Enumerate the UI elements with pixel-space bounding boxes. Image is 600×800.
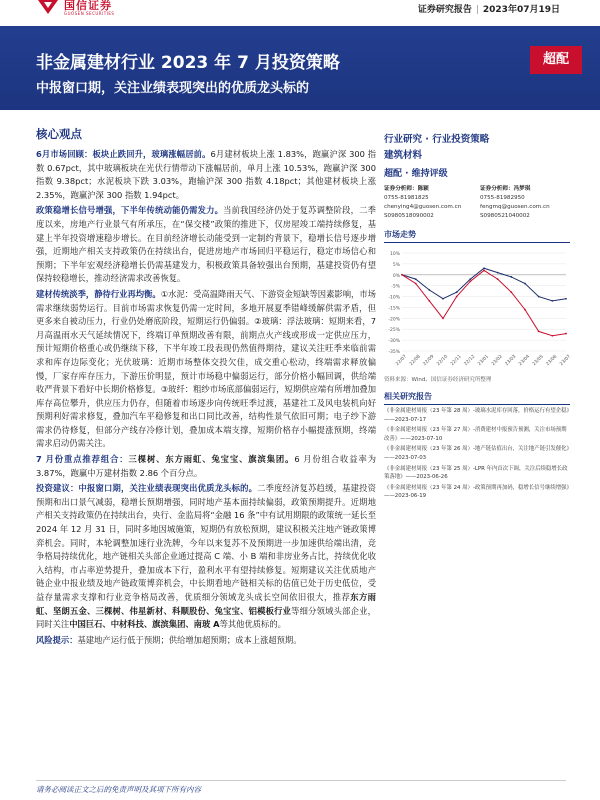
- analyst-email[interactable]: fengmq@guosen.com.cn: [480, 204, 550, 210]
- paragraph-policy: [36, 204, 376, 286]
- analyst-email[interactable]: chenying4@guosen.com.cn: [384, 204, 462, 210]
- side-column: [384, 132, 570, 501]
- y-tick-label: 5%: [392, 262, 400, 268]
- series-point: [483, 270, 485, 272]
- paragraph-body-tail: 等细分领域头部企业，同时关注: [36, 605, 376, 630]
- series-point: [469, 278, 471, 280]
- series-point: [415, 278, 417, 280]
- paragraph-body-tail2: 等其他优质标的。: [219, 619, 286, 630]
- meta-separator: |: [475, 5, 479, 15]
- y-tick-label: -25%: [388, 328, 400, 334]
- x-tick-label: 23/06: [545, 354, 559, 367]
- related-report[interactable]: 《非金属建材周报（23 年第 28 周）-玻璃水泥库存回落，价格运行有望企稳》——2023-07-17: [384, 408, 570, 423]
- series-point: [401, 274, 403, 276]
- x-tick-label: 22/09: [422, 354, 436, 367]
- footer-disclaimer: 请务必阅读正文之后的免责声明及其项下所有内容: [36, 785, 201, 794]
- y-tick-label: -30%: [388, 339, 400, 345]
- series-point: [565, 333, 567, 335]
- footer-divider: [36, 780, 566, 781]
- series-point: [538, 296, 540, 298]
- x-tick-label: 23/03: [504, 354, 518, 367]
- analyst-phone: 0755-81981825: [384, 195, 429, 201]
- paragraph-body: ①水泥：受高温降雨天气、下游资金短缺等因素影响，市场需求继续弱势运行。目前市场需求恢复仍需一定时间，多地开展夏季错峰缓解供需矛盾，但更多来自被动压力，行业仍处磨底阶段，短期运行仍偏弱。②玻璃：浮法玻璃：短期来看，7 月高温雨水天气延续情况下，终端订单预期改善有限，前期点火产线或形成一定供应压力，预计短期价格重心或仍继续下移，下半年竣工段表现仍然值得期待，建议关注旺季来临前需求和库存边际变化；光伏玻璃：近期市场整体交投欠佳，成交重心松动，终端需求释放偏慢，厂家存库存压力，下游压价明显，预计市场稳中偏弱运行，部分价格小幅回调，供给端收严背景下看好中长期价格修复。③玻纤：粗纱市场底部偏弱运行，短期供应端有所增加叠加库存高位攀升，供应压力仍存，但随着市场逐步向传统旺季过渡，基建社工及风电装机向好预期利好需求修复，叠加汽车平稳修复和出口同比改善，结构性景气依旧可期；电子纱下游需求仍待修复，但部分产线存冷修计划，叠加成本端支撑，短期价格存小幅提涨预期，终端需求启动仍需关注。: [36, 288, 376, 449]
- analyst-phone: 0755-81982950: [480, 195, 525, 201]
- related-report[interactable]: 《非金属建材周报（23 年第 27 周）-消费建材中报预告预测，关注市场预期改善》——2023-07-10: [384, 427, 567, 442]
- x-tick-label: 23/02: [490, 354, 504, 367]
- analyst-label: 证券分析师：: [480, 186, 514, 192]
- top-bar: [0, 0, 600, 22]
- y-tick-label: -20%: [388, 317, 400, 323]
- title-banner: [0, 26, 600, 110]
- paragraph-lead: 建材传统淡季，静待行业再均衡。: [36, 288, 161, 299]
- series-point: [428, 289, 430, 291]
- report-meta: [418, 2, 560, 15]
- report-title: 非金属建材行业 2023 年 7 月投资策略: [36, 53, 340, 73]
- chart-source: 资料来源：Wind、国信证券经济研究所整理: [384, 377, 492, 383]
- y-tick-label: 0%: [392, 273, 400, 279]
- related-title: 相关研究报告: [384, 391, 570, 405]
- series-point: [510, 276, 512, 278]
- y-tick-label: -5%: [391, 284, 400, 290]
- x-tick-label: 22/07: [395, 354, 408, 367]
- paragraph-risk: [36, 634, 376, 648]
- x-tick-label: 22/11: [449, 354, 463, 367]
- series-point: [538, 331, 540, 333]
- recommended-stocks: 东方雨虹、坚朗五金、三棵树、伟星新材、科顺股份、兔宝宝、铝模板行业: [36, 592, 376, 616]
- y-tick-label: 10%: [389, 252, 400, 257]
- series-point: [415, 283, 417, 285]
- side-industry: 建筑材料: [384, 150, 423, 161]
- market-trend-svg: [384, 247, 570, 373]
- series-point: [551, 300, 553, 302]
- series-point: [524, 309, 526, 311]
- related-report[interactable]: 《非金属建材周报（23 年第 25 周）-LPR 年内首次下调，关注后续稳增长政策落地》——2023-06-26: [384, 465, 568, 481]
- analyst-card: [480, 185, 570, 221]
- rating-badge: 超配: [530, 46, 582, 74]
- analyst-cert: S0980518090002: [384, 213, 434, 219]
- side-rating: 超配 · 维持评级: [384, 169, 448, 179]
- main-column: [36, 126, 376, 649]
- analyst-name: 冯梦琪: [513, 186, 531, 192]
- logo-name: 国信证券: [64, 0, 112, 12]
- x-tick-label: 22/10: [436, 354, 449, 367]
- series-point: [497, 278, 499, 280]
- report-subtitle: 中报窗口期，关注业绩表现突出的优质龙头标的: [36, 81, 310, 96]
- x-tick-label: 23/01: [477, 354, 490, 367]
- paragraph-lead: 6月市场回顾：板块止跌回升，玻璃涨幅居前。: [36, 149, 211, 159]
- analyst-name: 陈颖: [417, 186, 429, 192]
- series-point: [483, 267, 485, 269]
- y-tick-label: -35%: [388, 350, 400, 355]
- side-category: 行业研究 · 行业投资策略: [384, 134, 490, 145]
- paragraph-investment-advice: [36, 482, 376, 632]
- report-date: 2023年07月19日: [482, 5, 560, 15]
- watch-stocks: 中国巨石、中材科技、旗滨集团、南玻 A: [69, 619, 220, 630]
- logo-mark-icon: [38, 0, 58, 14]
- paragraph-lead: 政策稳增长信号增强，下半年传统动能仍需发力。: [36, 205, 224, 216]
- x-tick-label: 22/08: [408, 354, 422, 367]
- series-point: [469, 280, 471, 282]
- series-point: [456, 291, 458, 293]
- series-point: [442, 317, 444, 319]
- series-point: [551, 335, 553, 337]
- series-point: [565, 298, 567, 300]
- analyst-card: [384, 185, 474, 221]
- paragraph-market-review: [36, 148, 376, 202]
- series-line-2: [402, 270, 566, 335]
- series-point: [524, 283, 526, 285]
- series-point: [456, 296, 458, 298]
- company-logo: [38, 0, 114, 16]
- series-point: [510, 291, 512, 293]
- x-tick-label: 23/05: [531, 354, 545, 367]
- x-tick-label: 23/04: [518, 354, 531, 367]
- paragraph-body: 二季度经济复苏趋缓，基建投资预期和出口景气减弱，稳增长预期增强，同时地产基本面持续偏弱，政策预期提升。近期地产相关支持政策仍在持续出台，央行、金监局将“金融 16 条”中有试用期限的政策统一延长至 2024 年 12 月 31 日，同时多地因城施策，短期仍有放松预期，建议积极关注地产链政策博弈机会。同时，本轮调整加速行业洗牌，今年以来复苏不及预期进一步加速供给端出清，竞争格局持续优化，地产链相关头部企业通过提高 C 端、小 B 端和非房业务占比，持续优化收入结构，市占率逆势提升，叠加成本下行，盈利水平有望持续修复。短期建议关注优质地产链企业中报业绩及地产链政策博弈机会，中长期看地产链相关标的估值已处于历史低位，受益存量需求支撑和行业竞争格局改善，优质细分领域龙头成长空间依旧很大，推荐: [36, 483, 376, 602]
- related-report[interactable]: 《非金属建材周报（23 年第 26 周）-地产链估值出台，关注地产链引发催化》——2023-07-03: [384, 446, 570, 461]
- series-point: [497, 272, 499, 274]
- paragraph-portfolio: [36, 453, 376, 480]
- analyst-cert: S0980521040002: [480, 213, 530, 219]
- y-tick-label: -15%: [388, 306, 400, 312]
- paragraph-lead: 风险提示：: [36, 634, 78, 645]
- x-tick-label: 23/07: [559, 354, 572, 367]
- paragraph-body: 6月建材板块上涨 1.83%，跑赢沪深 300 指数 0.67pct，其中玻璃板块在光伏行情带动下涨幅居前，单月上涨 10.53%，跑赢沪深 300 指数 9.38pct；水泥板块下跌 3.03%，跑输沪深 300 指数 4.18pct；其他建材板块上涨 2.35%，跑赢沪深 300 指数 1.94pct。: [36, 149, 376, 200]
- series-point: [428, 300, 430, 302]
- paragraph-lead: 投资建议：中报窗口期，关注业绩表现突出优质龙头标的。: [36, 483, 258, 494]
- report-type: 证券研究报告: [417, 5, 472, 15]
- analyst-list: [384, 185, 570, 221]
- series-point: [442, 298, 444, 300]
- logo-name-en: GUOSEN SECURITIES: [64, 11, 115, 16]
- paragraph-body: 当前我国经济仍处于复苏调整阶段，二季度以来，房地产行业景气有所承压，在“保交楼”政策的推进下，仅房屋竣工端持续修复，基建上半年投资增速稳步增长。在目前经济增长动能受到一定制约背景下，稳增长信号逐步增强，近期地产相关支持政策仍在持续出台，促进房地产市场回归平稳运行，稳定市场信心和预期；下半年宏观经济稳增长仍需基建发力，积极政策具备较强出台预期，基建投资仍有望保持较稳增长，推动经济需求改善恢复。: [36, 205, 376, 284]
- paragraph-industry: [36, 288, 376, 451]
- related-report[interactable]: 《非金属建材周报（23 年第 24 周）-政策预期再加码，稳增长信号继续增强》——2023-06-19: [384, 484, 570, 500]
- paragraph-body: 6 月份组合收益率为 3.87%，跑赢中万建材指数 2.86 个百分点。: [36, 454, 377, 478]
- series-line-1: [402, 268, 566, 301]
- x-tick-label: 22/12: [463, 354, 477, 367]
- y-tick-label: -10%: [388, 295, 400, 301]
- paragraph-lead: 7 月份重点推荐组合：: [36, 454, 129, 465]
- paragraph-body: 基建地产运行低于预期；供给增加超预期；成本上涨超预期。: [77, 634, 302, 645]
- analyst-label: 证券分析师：: [384, 186, 418, 192]
- section-title: 核心观点: [36, 127, 82, 141]
- chart-title: 市场走势: [384, 229, 570, 243]
- market-trend-chart: [384, 247, 570, 373]
- portfolio-stocks: 三棵树、东方雨虹、兔宝宝、旗滨集团。: [128, 454, 295, 465]
